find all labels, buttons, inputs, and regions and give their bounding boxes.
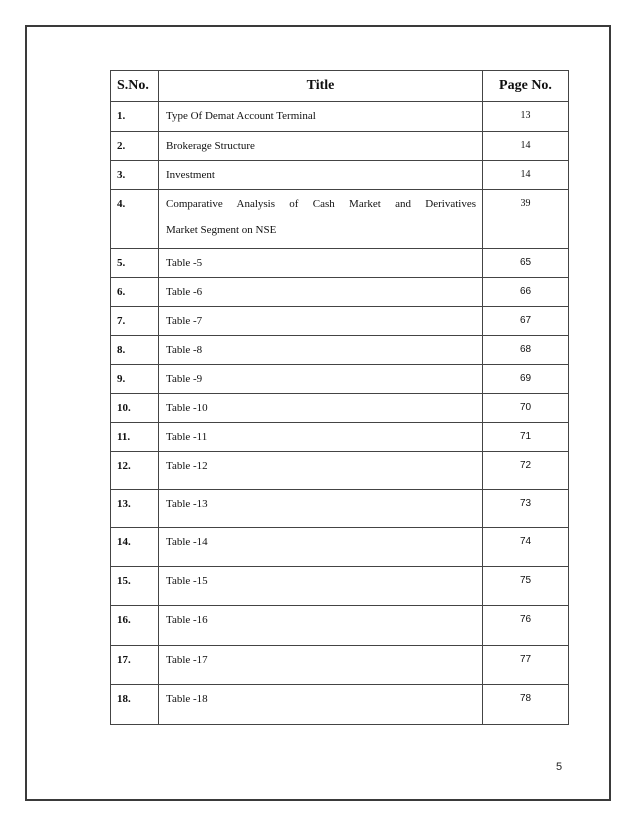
row-page: 78 [483,685,569,725]
row-page: 69 [483,365,569,394]
row-page: 13 [483,102,569,132]
row-sno: 11. [111,423,159,452]
row-title: Table -7 [159,307,483,336]
row-title-line2: Market Segment on NSE [166,224,277,236]
row-page: 68 [483,336,569,365]
row-sno: 12. [111,452,159,490]
row-page: 39 [483,190,569,249]
row-page: 71 [483,423,569,452]
row-title-line1: Comparative Analysis of Cash Market and Derivatives [166,198,476,210]
row-sno: 18. [111,685,159,725]
row-sno: 8. [111,336,159,365]
row-page: 73 [483,490,569,528]
table-row [111,490,569,528]
row-sno: 4. [111,190,159,249]
row-sno: 10. [111,394,159,423]
row-title: Table -11 [159,423,483,452]
row-title: Table -10 [159,394,483,423]
row-title: Table -13 [159,490,483,528]
table-row [111,685,569,725]
table-row [111,646,569,685]
table-row [111,336,569,365]
table-row [111,190,569,249]
table-row [111,365,569,394]
row-title: Table -9 [159,365,483,394]
row-sno: 1. [111,102,159,132]
header-title: Title [159,71,483,102]
row-title: Table -16 [159,606,483,646]
row-title [159,190,483,249]
table-row [111,102,569,132]
row-page: 14 [483,132,569,161]
row-title: Table -18 [159,685,483,725]
row-page: 74 [483,528,569,567]
row-title: Brokerage Structure [159,132,483,161]
table-header-row [111,71,569,102]
table-row [111,452,569,490]
row-sno: 3. [111,161,159,190]
table-row [111,528,569,567]
row-page: 67 [483,307,569,336]
row-title: Table -14 [159,528,483,567]
row-title: Table -17 [159,646,483,685]
row-sno: 7. [111,307,159,336]
row-sno: 15. [111,567,159,606]
row-title: Table -12 [159,452,483,490]
row-sno: 5. [111,249,159,278]
table-row [111,307,569,336]
row-title: Table -5 [159,249,483,278]
list-of-tables [110,70,569,725]
row-sno: 2. [111,132,159,161]
table-row [111,132,569,161]
row-page: 75 [483,567,569,606]
page-number: 5 [556,761,563,773]
row-title: Table -15 [159,567,483,606]
header-page: Page No. [483,71,569,102]
row-page: 70 [483,394,569,423]
row-page: 72 [483,452,569,490]
table-row [111,423,569,452]
row-page: 77 [483,646,569,685]
table-row [111,394,569,423]
row-page: 14 [483,161,569,190]
row-page: 65 [483,249,569,278]
row-title: Type Of Demat Account Terminal [159,102,483,132]
table-row [111,161,569,190]
row-sno: 14. [111,528,159,567]
row-sno: 13. [111,490,159,528]
row-sno: 9. [111,365,159,394]
row-sno: 6. [111,278,159,307]
row-title: Table -8 [159,336,483,365]
row-title: Investment [159,161,483,190]
row-sno: 16. [111,606,159,646]
table-row [111,567,569,606]
table-row [111,278,569,307]
row-title: Table -6 [159,278,483,307]
table-row [111,606,569,646]
header-sno: S.No. [111,71,159,102]
table-row [111,249,569,278]
row-sno: 17. [111,646,159,685]
row-page: 76 [483,606,569,646]
row-page: 66 [483,278,569,307]
